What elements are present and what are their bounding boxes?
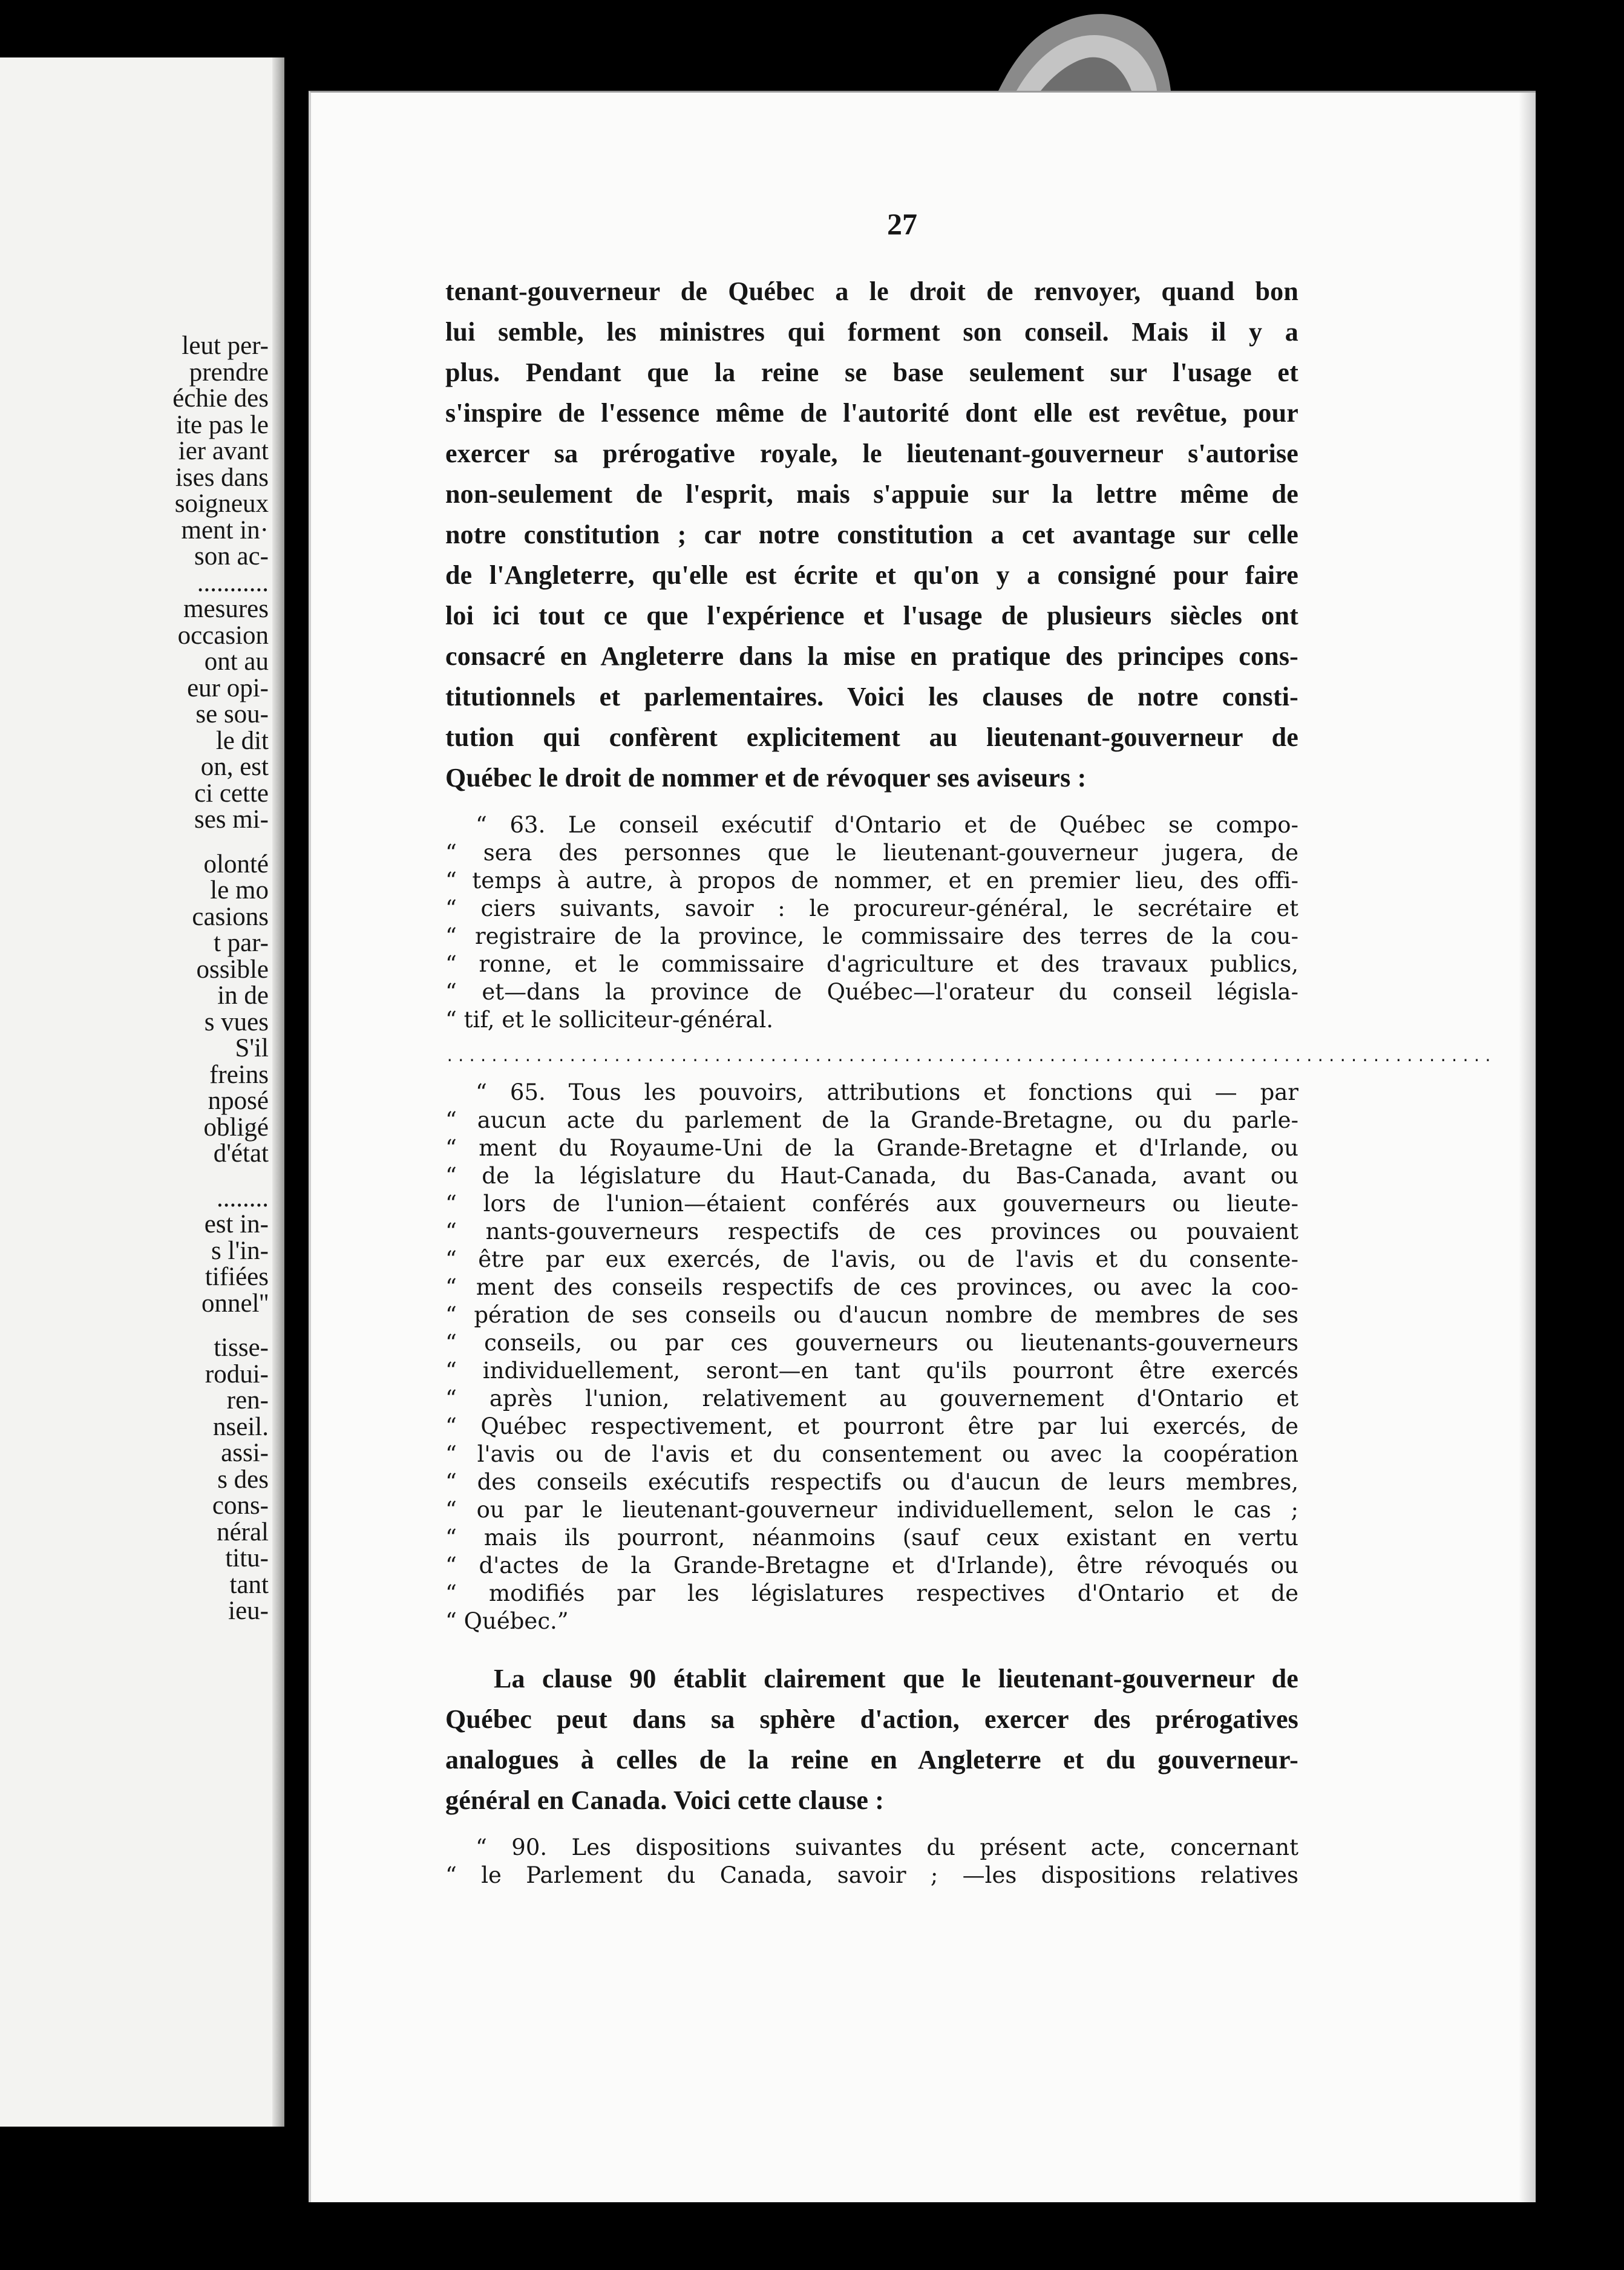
page-gutter <box>272 57 284 2127</box>
quote-text-line: “ ronne, et le commissaire d'agriculture et des travaux publics, <box>445 951 1298 977</box>
left-text-line: rodui- <box>205 1359 269 1388</box>
left-text-line: le dit <box>215 726 269 755</box>
library-stamp <box>992 0 1174 94</box>
left-text-line: mesures <box>183 595 269 623</box>
left-text-line: se sou- <box>195 700 269 728</box>
quote-text-line: “ sera des personnes que le lieutenant-gouverneur jugera, de <box>445 840 1298 866</box>
quote-text-line: “ ou par le lieutenant-gouverneur individuellement, selon le cas ; <box>445 1497 1298 1523</box>
quote-text-line: “ individuellement, seront—en tant qu'ils pourront être exercés <box>445 1358 1298 1384</box>
page-number: 27 <box>887 207 917 241</box>
left-text-line: ment in· <box>181 515 269 545</box>
left-text-line: freins <box>209 1060 269 1089</box>
paragraph-intro <box>445 271 1595 798</box>
left-text-line: in de <box>217 981 269 1010</box>
left-text-line: échie des <box>172 384 269 413</box>
quote-text-line: “ tif, et le solliciteur-général. <box>445 1007 774 1033</box>
quote-text-line: “ 63. Le conseil exécutif d'Ontario et de Québec se compo- <box>476 812 1298 838</box>
paragraph-clause-90 <box>445 1658 1595 1820</box>
quote-text-line: “ des conseils exécutifs respectifs ou d'aucun de leurs membres, <box>445 1469 1298 1495</box>
left-text-line: on, est <box>200 753 269 781</box>
left-text-line: leut per- <box>182 332 269 360</box>
left-text-line: nseil. <box>213 1412 269 1441</box>
page-body <box>445 271 1595 1889</box>
body-text-line: de l'Angleterre, qu'elle est écrite et qu'on y a consigné pour faire <box>445 560 1298 590</box>
quote-text-line: “ Québec.” <box>445 1608 569 1634</box>
quote-text-line: “ ment du Royaume-Uni de la Grande-Bretagne et d'Irlande, ou <box>445 1135 1298 1161</box>
quote-clause-90 <box>445 1834 1595 1889</box>
body-text-line: La clause 90 établit clairement que le lieutenant-gouverneur de <box>494 1664 1298 1693</box>
quote-text-line: “ 65. Tous les pouvoirs, attributions et fonctions qui — par <box>476 1079 1298 1105</box>
left-text-line: ite pas le <box>176 410 269 439</box>
left-page-text <box>172 333 269 1624</box>
left-text-line: ren- <box>226 1386 269 1415</box>
left-text-line: onnel'' <box>201 1289 269 1318</box>
left-text-line: ier avant <box>178 437 269 465</box>
left-text-line: est in- <box>204 1210 269 1238</box>
quote-text-line: “ être par eux exercés, de l'avis, ou de l'avis et du consente- <box>445 1246 1298 1272</box>
quote-text-line: “ et—dans la province de Québec—l'orateur du conseil législa- <box>445 979 1298 1005</box>
quote-text-line: “ ment des conseils respectifs de ces provinces, ou avec la coo- <box>445 1274 1298 1300</box>
body-text-line: loi ici tout ce que l'expérience et l'usage de plusieurs siècles ont <box>445 601 1298 630</box>
left-text-line: le mo <box>210 876 269 904</box>
quote-text-line: “ après l'union, relativement au gouvernement d'Ontario et <box>445 1385 1298 1411</box>
body-text-line: plus. Pendant que la reine se base seulement sur l'usage et <box>445 358 1298 387</box>
quote-text-line: “ temps à autre, à propos de nommer, et en premier lieu, des offi- <box>445 868 1298 894</box>
left-text-line: s l'in- <box>211 1236 269 1265</box>
quote-text-line: “ aucun acte du parlement de la Grande-Bretagne, ou du parle- <box>445 1107 1298 1133</box>
left-text-line: ses mi- <box>194 805 269 834</box>
body-text-line: Québec peut dans sa sphère d'action, exercer des prérogatives <box>445 1704 1298 1734</box>
quote-text-line: “ registraire de la province, le commissaire des terres de la cou- <box>445 923 1298 949</box>
body-text-line: tenant-gouverneur de Québec a le droit de renvoyer, quand bon <box>445 276 1298 306</box>
left-text-line: assi- <box>221 1439 269 1467</box>
left-text-line: eur opi- <box>187 673 269 702</box>
body-text-line: Québec le droit de nommer et de révoquer ses aviseurs : <box>445 763 1087 793</box>
left-text-line: prendre <box>189 358 269 387</box>
quote-text-line: “ ciers suivants, savoir : le procureur-général, le secrétaire et <box>445 895 1298 921</box>
body-text-line: non-seulement de l'esprit, mais s'appuie sur la lettre même de <box>445 479 1298 509</box>
quote-text-line: “ mais ils pourront, néanmoins (sauf ceux existant en vertu <box>445 1525 1298 1551</box>
left-text-line: ont au <box>204 647 269 676</box>
body-text-line: s'inspire de l'essence même de l'autorité dont elle est revêtue, pour <box>445 398 1298 428</box>
left-text-line: tisse- <box>214 1333 269 1362</box>
ellipsis-separator: .............................................................................................. <box>445 1048 1495 1065</box>
quote-text-line: “ Québec respectivement, et pourront être par lui exercés, de <box>445 1413 1298 1439</box>
quote-text-line: “ l'avis ou de l'avis et du consentement ou avec la coopération <box>445 1441 1298 1467</box>
left-text-line: S'il <box>235 1034 269 1062</box>
left-text-line: nposé <box>208 1087 269 1115</box>
left-text-line: olonté <box>203 849 269 878</box>
left-text-line: ci cette <box>194 779 269 808</box>
left-text-line: occasion <box>177 621 269 650</box>
left-page-fragment <box>0 57 284 2127</box>
left-text-line: ieu- <box>228 1597 269 1625</box>
left-text-line: titu- <box>225 1544 269 1572</box>
left-text-line: obligé <box>203 1113 269 1142</box>
body-text-line: exercer sa prérogative royale, le lieutenant-gouverneur s'autorise <box>445 439 1298 468</box>
body-text-line: lui semble, les ministres qui forment son conseil. Mais il y a <box>445 317 1298 347</box>
left-text-line: son ac- <box>194 542 269 571</box>
quote-text-line: “ nants-gouverneurs respectifs de ces provinces ou pouvaient <box>445 1218 1298 1245</box>
left-text-line: ises dans <box>175 463 269 492</box>
right-page <box>309 91 1536 2202</box>
quote-text-line: “ de la législature du Haut-Canada, du Bas-Canada, avant ou <box>445 1163 1298 1189</box>
quote-text-line: “ pération de ses conseils ou d'aucun nombre de membres de ses <box>445 1302 1298 1328</box>
quote-clause-65 <box>445 1079 1595 1635</box>
left-text-line: ........ <box>217 1183 269 1212</box>
left-text-line: tifiées <box>205 1263 269 1291</box>
body-text-line: titutionnels et parlementaires. Voici les clauses de notre consti- <box>445 682 1298 711</box>
quote-clause-63 <box>445 811 1595 1034</box>
left-text-line: d'état <box>213 1139 269 1168</box>
left-text-line: cons- <box>212 1491 269 1520</box>
left-text-line: s des <box>217 1465 269 1494</box>
body-text-line: tution qui confèrent explicitement au lieutenant-gouverneur de <box>445 722 1298 752</box>
body-text-line: consacré en Angleterre dans la mise en pratique des principes cons- <box>445 641 1298 671</box>
left-text-line: casions <box>192 902 269 931</box>
left-text-line: ossible <box>196 955 269 984</box>
left-text-line: s vues <box>204 1007 269 1036</box>
quote-text-line: “ 90. Les dispositions suivantes du présent acte, concernant <box>476 1834 1298 1860</box>
quote-text-line: “ d'actes de la Grande-Bretagne et d'Irlande), être révoqués ou <box>445 1552 1298 1578</box>
quote-text-line: “ lors de l'union—étaient conférés aux gouverneurs ou lieute- <box>445 1191 1298 1217</box>
left-text-line: soigneux <box>174 489 269 518</box>
quote-text-line: “ conseils, ou par ces gouverneurs ou lieutenants-gouverneurs <box>445 1330 1298 1356</box>
body-text-line: analogues à celles de la reine en Angleterre et du gouverneur- <box>445 1745 1298 1774</box>
body-text-line: général en Canada. Voici cette clause : <box>445 1785 885 1815</box>
left-text-line: néral <box>217 1517 269 1546</box>
left-text-line: t par- <box>213 929 269 957</box>
quote-text-line: “ modifiés par les législatures respectives d'Ontario et de <box>445 1580 1298 1606</box>
body-text-line: notre constitution ; car notre constitution a cet avantage sur celle <box>445 520 1298 549</box>
left-text-line: tant <box>229 1570 269 1599</box>
left-text-line: ........... <box>197 568 269 597</box>
quote-text-line: “ le Parlement du Canada, savoir ; —les dispositions relatives <box>445 1862 1298 1888</box>
